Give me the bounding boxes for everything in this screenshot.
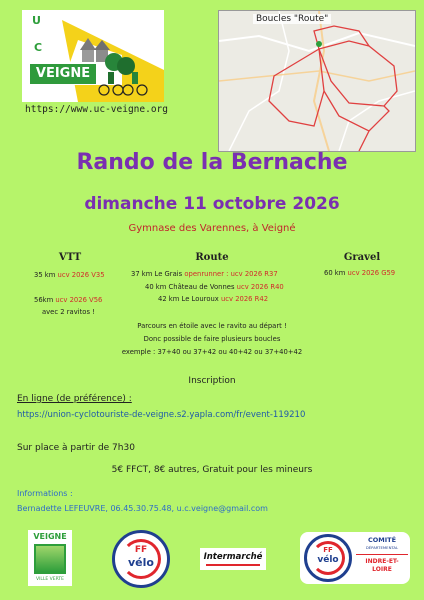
vtt-heading: VTT: [58, 252, 82, 263]
logo-letter-c: C: [34, 41, 43, 54]
comite-line-2: DÉPARTEMENTAL: [365, 545, 399, 550]
route-heading: Route: [195, 252, 229, 263]
vtt-code-56: ucv 2026 V56: [55, 296, 103, 304]
onsite-registration: Sur place à partir de 7h30: [17, 443, 135, 453]
route-line-40: 40 km Château de Vonnes ucv 2026 R40: [145, 283, 284, 291]
inscription-heading: Inscription: [188, 376, 236, 386]
route-code-37: openrunner : ucv 2026 R37: [184, 270, 278, 278]
price-info: 5€ FFCT, 8€ autres, Gratuit pour les mineurs: [111, 465, 313, 475]
intermarche-underline: [206, 564, 260, 566]
route-line-37: 37 km Le Grais openrunner : ucv 2026 R37: [131, 270, 278, 278]
map-graphic: [219, 11, 415, 151]
vtt-code-35: ucv 2026 V35: [57, 271, 105, 279]
comite-divider: [356, 554, 408, 555]
club-website-link[interactable]: https://www.uc-veigne.org: [25, 104, 168, 115]
info-contact: Bernadette LEFEUVRE, 06.45.30.75.48, u.c.veigne@gmail.com: [17, 504, 268, 513]
sponsor-veigne-name: VEIGNE: [33, 532, 67, 541]
route-code-40: ucv 2026 R40: [236, 283, 284, 291]
route-code-42: ucv 2026 R42: [220, 295, 269, 303]
info-heading: Informations :: [17, 489, 73, 498]
comite-line-4: LOIRE: [372, 566, 392, 573]
event-date: dimanche 11 octobre 2026: [84, 194, 340, 214]
sponsor-ffvelo-logo: [112, 530, 170, 588]
club-logo: [22, 10, 164, 102]
gravel-code-60: ucv 2026 G59: [347, 269, 396, 277]
gravel-line-60: 60 km ucv 2026 G59: [324, 269, 396, 277]
registration-link[interactable]: https://union-cyclotouriste-de-veigne.s2.yapla.com/fr/event-119210: [17, 410, 306, 420]
comite-line-3: INDRE-ET-: [365, 558, 399, 565]
parcours-line-3: exemple : 37+40 ou 37+42 ou 40+42 ou 37+40+42: [121, 348, 303, 356]
vtt-ravitos: avec 2 ravitos !: [42, 308, 95, 316]
comite-ff: FF: [323, 546, 333, 554]
comite-line-1: COMITÉ: [367, 536, 397, 544]
ffvelo-ff: FF: [134, 545, 148, 555]
gravel-heading: Gravel: [343, 252, 381, 263]
parcours-line-1: Parcours en étoile avec le ravito au départ !: [137, 322, 287, 330]
sponsor-veigne-shield-icon: [34, 544, 66, 574]
parcours-line-2: Donc possible de faire plusieurs boucles: [143, 335, 281, 343]
sponsor-intermarche-logo: [200, 548, 266, 570]
ffvelo-velo: vélo: [128, 556, 154, 569]
map-title: Boucles "Route": [253, 14, 331, 24]
logo-letter-u: U: [32, 14, 41, 27]
comite-ring-icon: [304, 534, 352, 582]
intermarche-name: Intermarché: [203, 552, 263, 562]
event-venue: Gymnase des Varennes, à Veigné: [128, 223, 296, 234]
online-registration-label: En ligne (de préférence) :: [17, 394, 132, 404]
logo-name: VEIGNE: [30, 64, 96, 84]
route-map: [218, 10, 416, 152]
sponsor-veigne-sub: VILLE VERTE: [35, 577, 64, 582]
route-line-42: 42 km Le Lourouх ucv 2026 R42: [158, 295, 269, 303]
vtt-line-35: 35 km ucv 2026 V35: [34, 271, 105, 279]
sponsor-comite-logo: [300, 532, 410, 584]
comite-velo: vélo: [317, 555, 339, 565]
event-title: Rando de la Bernache: [76, 150, 348, 175]
sponsor-veigne-logo: [28, 530, 72, 586]
vtt-line-56: 56km ucv 2026 V56: [34, 296, 103, 304]
club-logo-graphic: [22, 10, 164, 102]
